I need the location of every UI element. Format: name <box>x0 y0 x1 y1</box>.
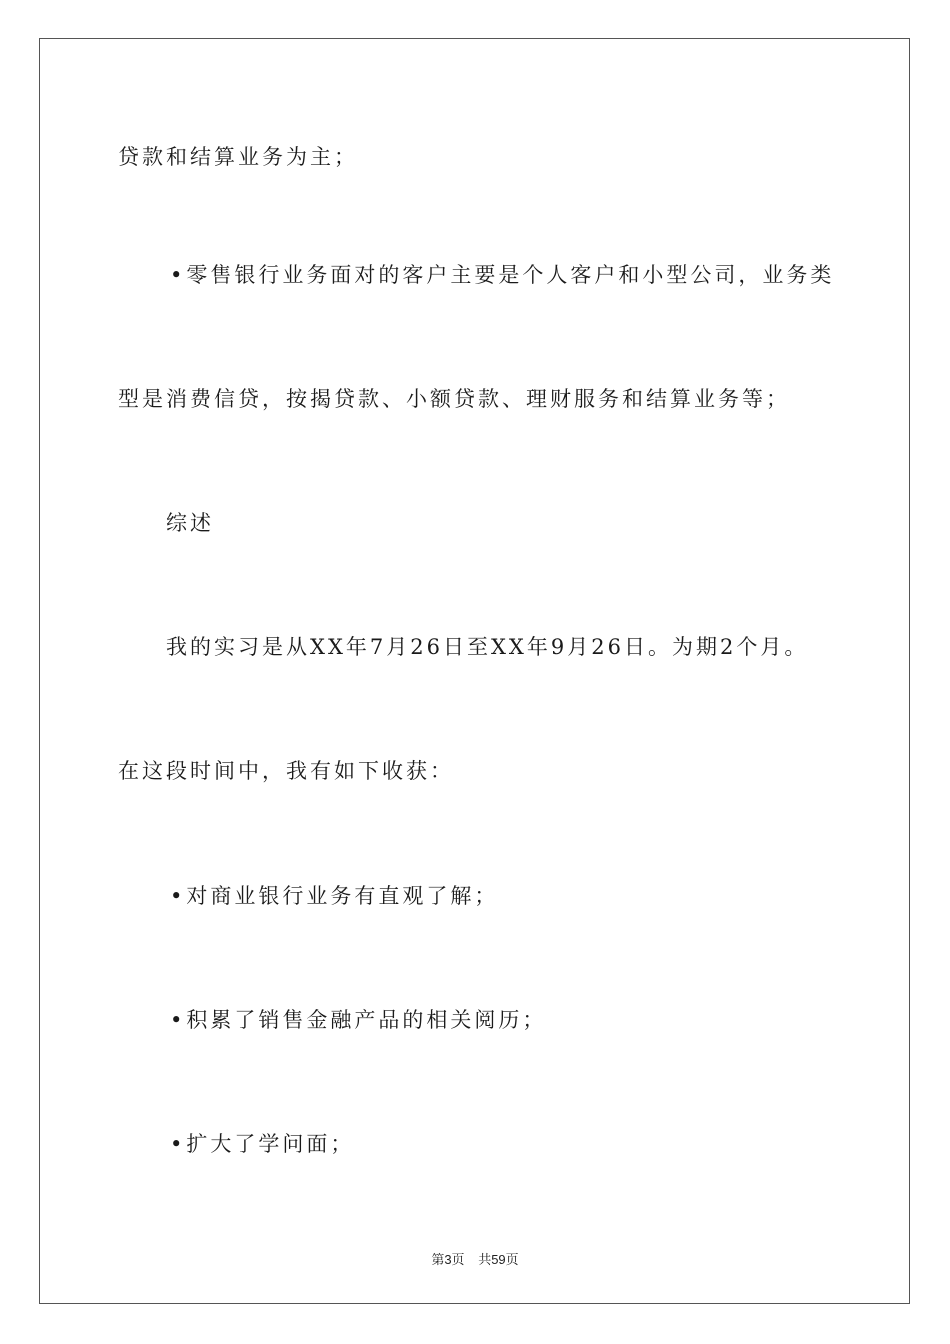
paragraph-line: 型是消费信贷，按揭贷款、小额贷款、理财服务和结算业务等； <box>118 387 790 411</box>
bullet-item <box>170 1010 546 1031</box>
paragraph-line: 我的实习是从XX年7月26日至XX年9月26日。为期2个月。 <box>166 635 809 659</box>
bullet-text: 零售银行业务面对的客户主要是个人客户和小型公司，业务类 <box>186 263 835 287</box>
bullet-text: 扩大了学问面； <box>186 1132 355 1156</box>
bullet-item <box>170 265 834 286</box>
bullet-marker: • <box>170 884 183 908</box>
paragraph-line: 贷款和结算业务为主； <box>118 145 358 169</box>
bullet-marker: • <box>170 1008 183 1032</box>
page-footer <box>0 1249 950 1268</box>
bullet-text: 积累了销售金融产品的相关阅历； <box>186 1008 547 1032</box>
bullet-text: 对商业银行业务有直观了解； <box>186 884 499 908</box>
page-number: 第3页 <box>431 1252 465 1267</box>
section-heading: 综述 <box>166 511 214 535</box>
bullet-marker: • <box>170 263 183 287</box>
paragraph-line: 在这段时间中，我有如下收获： <box>118 759 454 783</box>
page-total: 共59页 <box>478 1252 519 1267</box>
bullet-item <box>170 886 498 907</box>
bullet-marker: • <box>170 1132 183 1156</box>
bullet-item <box>170 1134 354 1155</box>
page-border <box>39 38 910 1304</box>
